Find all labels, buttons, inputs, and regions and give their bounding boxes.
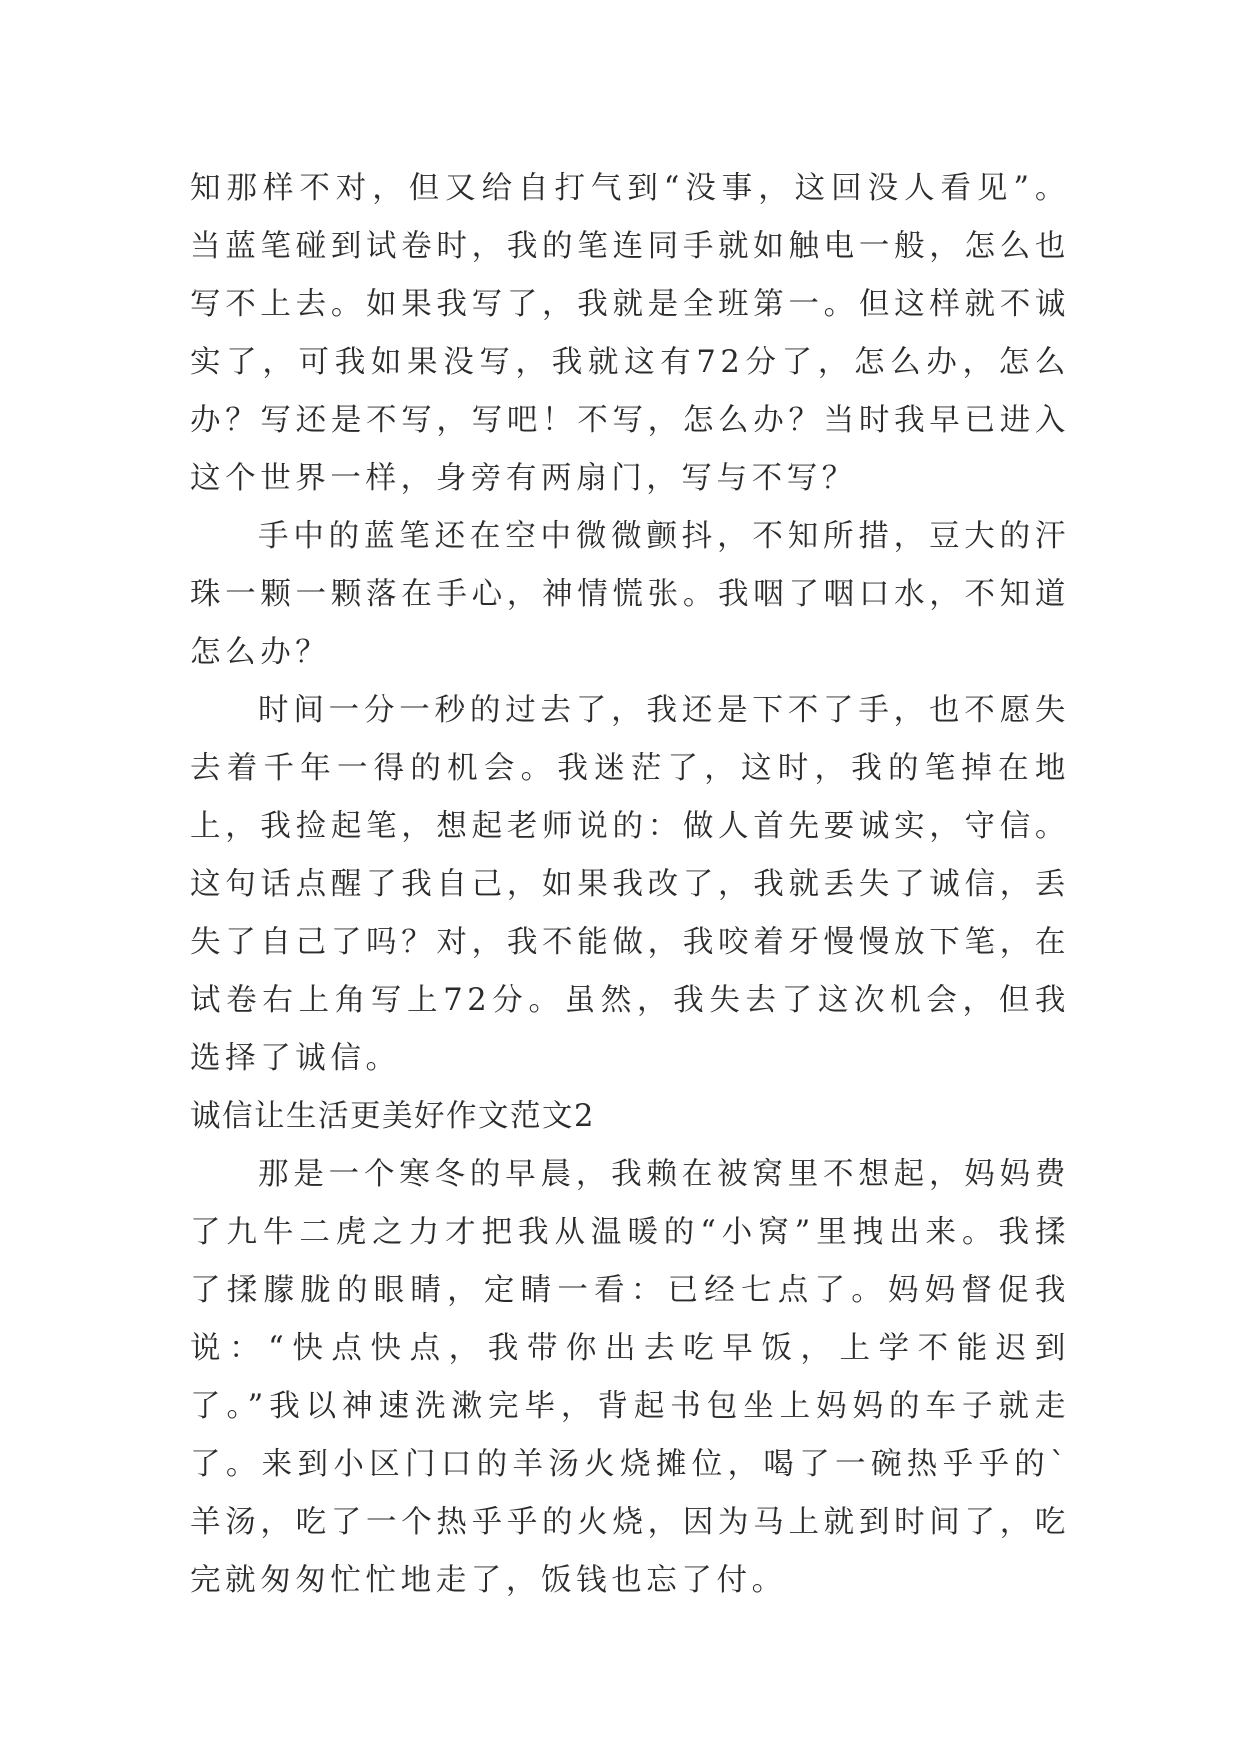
document-body — [190, 160, 1070, 1610]
section-paragraph-1: 那是一个寒冬的早晨，我赖在被窝里不想起，妈妈费了九牛二虎之力才把我从温暖的“小窝”里拽出来。我揉了揉朦胧的眼睛，定睛一看：已经七点了。妈妈督促我说：“快点快点，我带你出去吃早饭，上学不能迟到了。”我以神速洗漱完毕，背起书包坐上妈妈的车子就走了。来到小区门口的羊汤火烧摊位，喝了一碗热乎乎的`羊汤，吃了一个热乎乎的火烧，因为马上就到时间了，吃完就匆匆忙忙地走了，饭钱也忘了付。 — [190, 1157, 1070, 1598]
section-title: 诚信让生活更美好作文范文2 — [190, 1099, 595, 1134]
paragraph-1: 知那样不对，但又给自打气到“没事，这回没人看见”。当蓝笔碰到试卷时，我的笔连同手就如触电一般，怎么也写不上去。如果我写了，我就是全班第一。但这样就不诚实了，可我如果没写，我就这有72分了，怎么办，怎么办？写还是不写，写吧！不写，怎么办？当时我早已进入这个世界一样，身旁有两扇门，写与不写？ — [190, 171, 1070, 496]
paragraph-3: 时间一分一秒的过去了，我还是下不了手，也不愿失去着千年一得的机会。我迷茫了，这时，我的笔掉在地上，我捡起笔，想起老师说的：做人首先要诚实，守信。这句话点醒了我自己，如果我改了，我就丢失了诚信，丢失了自己了吗？对，我不能做，我咬着牙慢慢放下笔，在试卷右上角写上72分。虽然，我失去了这次机会，但我选择了诚信。 — [190, 693, 1070, 1076]
paragraph-2: 手中的蓝笔还在空中微微颤抖，不知所措，豆大的汗珠一颗一颗落在手心，神情慌张。我咽了咽口水，不知道怎么办？ — [190, 519, 1070, 670]
